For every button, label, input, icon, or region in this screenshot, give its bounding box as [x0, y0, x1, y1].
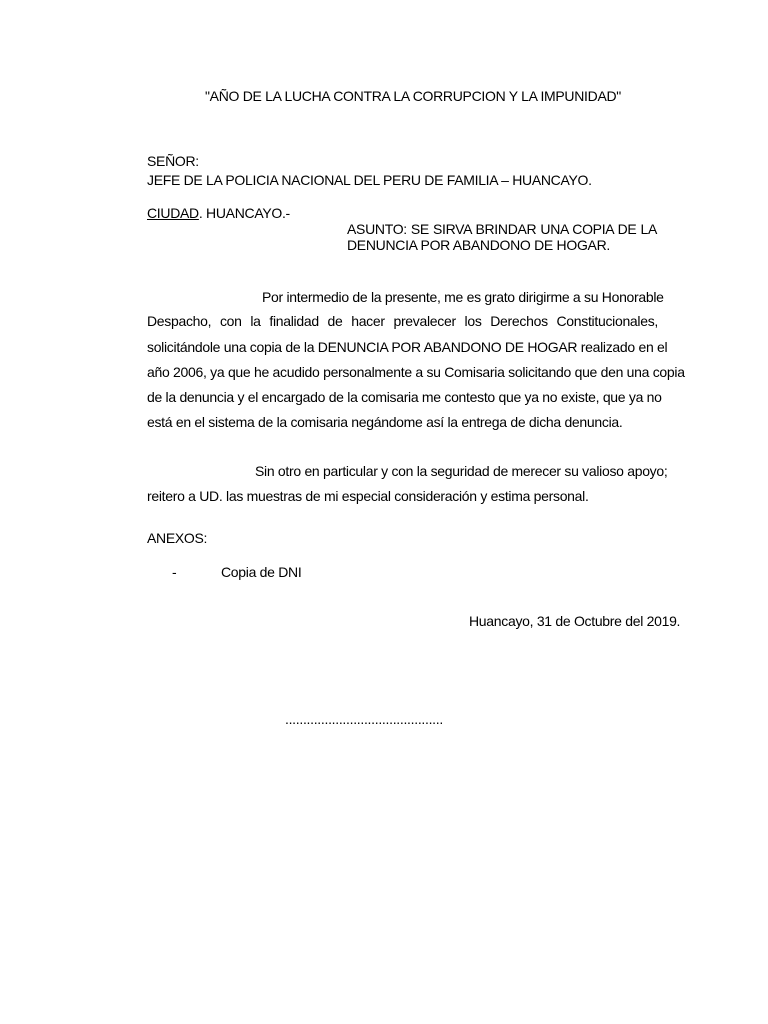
body-p1-line-3: solicitándole una copia de la DENUNCIA POR ABANDONO DE HOGAR realizado en el [147, 339, 668, 355]
body-p1-line-6: está en el sistema de la comisaria negándome así la entrega de dicha denuncia. [147, 414, 623, 430]
subject-line-1: ASUNTO: SE SIRVA BRINDAR UNA COPIA DE LA [347, 221, 657, 237]
body-p1-line-5: de la denuncia y el encargado de la comisaria me contesto que ya no existe, que ya no [147, 389, 662, 405]
recipient: JEFE DE LA POLICIA NACIONAL DEL PERU DE FAMILIA – HUANCAYO. [147, 172, 592, 188]
city-value: . HUANCAYO.- [198, 205, 290, 221]
salutation: SEÑOR: [147, 153, 199, 169]
annexes-title: ANEXOS: [147, 530, 208, 546]
city-label: CIUDAD [147, 205, 199, 221]
signature-line: ............................................ [285, 711, 443, 727]
subject-line-2: DENUNCIA POR ABANDONO DE HOGAR. [347, 237, 610, 253]
city-line [147, 205, 290, 221]
header-year-motto: "AÑO DE LA LUCHA CONTRA LA CORRUPCION Y LA IMPUNIDAD" [205, 88, 621, 104]
body-p2-line-2: reitero a UD. las muestras de mi especial consideración y estima personal. [147, 488, 589, 504]
annex-bullet: - [172, 564, 177, 580]
body-p1-line-2: Despacho, con la finalidad de hacer prevalecer los Derechos Constitucionales, [147, 313, 658, 329]
body-p1-line-4: año 2006, ya que he acudido personalmente a su Comisaria solicitando que den una copia [147, 364, 685, 380]
annex-item: Copia de DNI [221, 564, 302, 580]
body-p1-line-1: Por intermedio de la presente, me es grato dirigirme a su Honorable [262, 289, 664, 305]
body-p2-line-1: Sin otro en particular y con la seguridad de merecer su valioso apoyo; [255, 463, 668, 479]
date-line: Huancayo, 31 de Octubre del 2019. [469, 613, 681, 629]
